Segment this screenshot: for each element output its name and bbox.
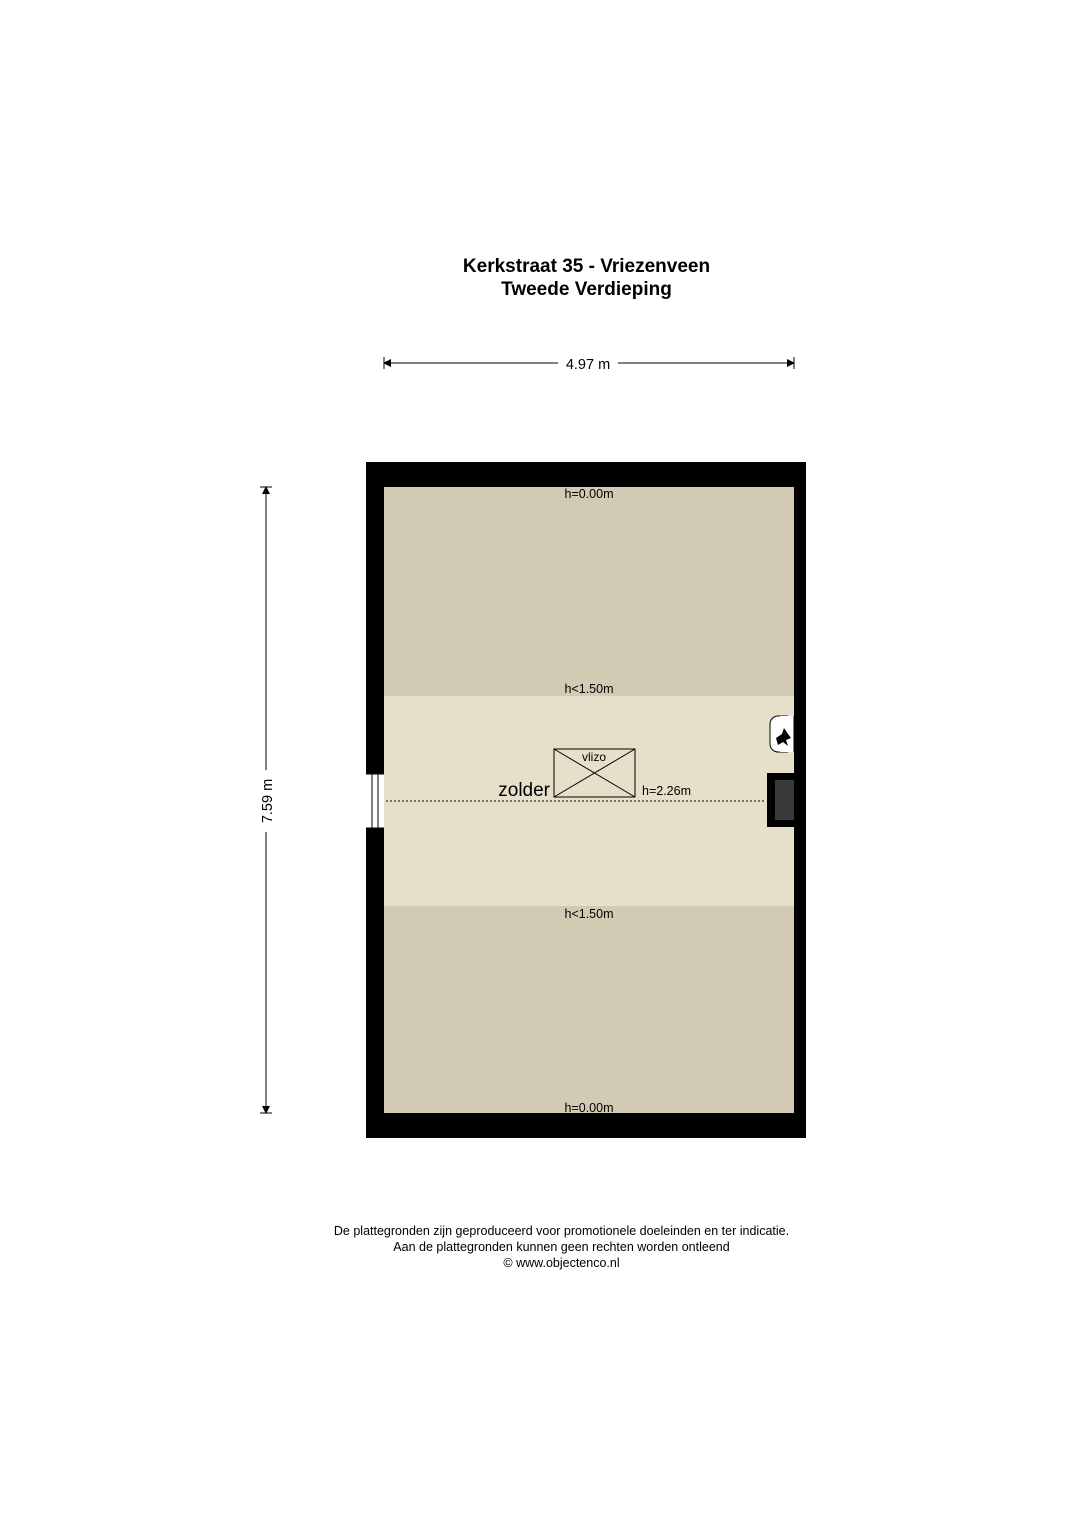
disclaimer-line-1: De plattegronden zijn geproduceerd voor promotionele doeleinden en ter indicatie. <box>333 1224 790 1238</box>
ridge-height-label: h=2.26m <box>642 784 691 798</box>
bottom-edge-height-label: h=0.00m <box>564 1101 614 1115</box>
height-dimension <box>260 487 276 1113</box>
disclaimer <box>43 1223 1080 1271</box>
standing-height-zone <box>384 696 794 906</box>
heater <box>770 716 794 752</box>
width-dimension <box>384 357 794 373</box>
hatch-label: vlizo <box>581 750 607 764</box>
address-heading: Kerkstraat 35 - Vriezenveen <box>462 256 711 277</box>
room-name: zolder <box>498 780 550 801</box>
height-label: 7.59 m <box>260 778 276 824</box>
low-zone-lower <box>384 906 794 1113</box>
top-edge-height-label: h=0.00m <box>564 487 614 501</box>
chimney <box>767 773 794 827</box>
low-zone-upper <box>384 487 794 696</box>
copyright-line: © www.objectenco.nl <box>503 1256 620 1270</box>
width-label: 4.97 m <box>565 357 611 373</box>
window <box>366 774 384 828</box>
upper-slope-height-label: h<1.50m <box>564 682 614 696</box>
lower-slope-height-label: h<1.50m <box>564 907 614 921</box>
disclaimer-line-2: Aan de plattegronden kunnen geen rechten worden ontleend <box>393 1240 730 1254</box>
floor-heading: Tweede Verdieping <box>501 279 672 300</box>
